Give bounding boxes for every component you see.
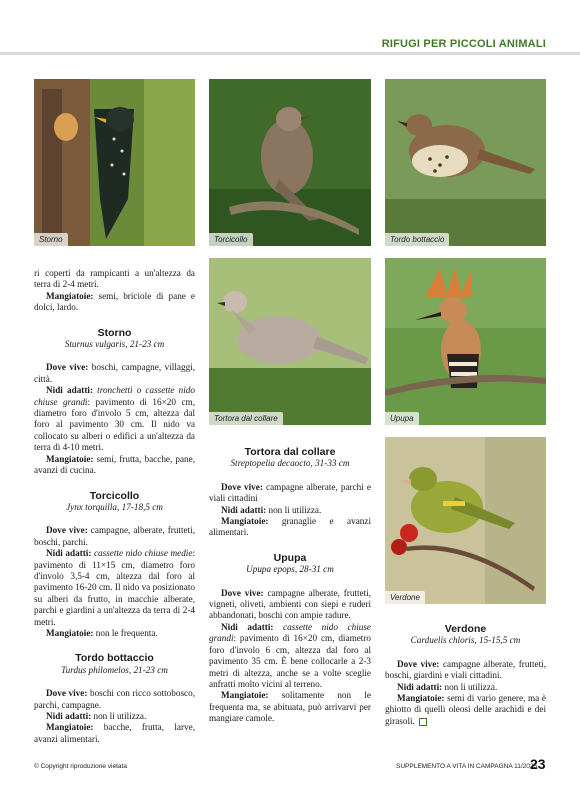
photo-tortora [209, 258, 371, 425]
species-name-storno: Storno [97, 326, 132, 339]
photo-tordo-bottaccio [385, 79, 546, 246]
species-sci-tortora: Streptopelia decaocto, 31-33 cm [230, 458, 350, 469]
photo-upupa [385, 258, 546, 425]
storno-habitat: Dove vive: boschi, campagne, villaggi, città. [34, 362, 196, 384]
verdone-habitat: Dove vive: campagne alberate, frutteti, boschi, giardini e viali cittadini. [385, 658, 546, 681]
end-of-article-icon [419, 718, 427, 726]
species-name-upupa: Upupa [273, 551, 307, 564]
tortora-habitat: Dove vive: campagne alberate, parchi e viali cittadini [209, 481, 372, 504]
tortora-feed: Mangiatoie: granaglie e avanzi alimentari. [209, 516, 371, 538]
photo-caption: Tortora dal collare [209, 412, 283, 425]
species-sci-torcicollo: Jynx torquilla, 17-18,5 cm [66, 501, 163, 512]
species-name-verdone: Verdone [444, 623, 487, 635]
page-number: 23 [530, 756, 546, 772]
storno-nest: Nidi adatti: tronchetti o cassette nido chiuse grandi: pavimento di 16×20 cm, diametro foro d'involo 5 cm, altezza dal foro al pavimento 30 cm. Il nido va collocato su alberi o edifici a un'altezza da terra di 4-10 metri. [34, 385, 195, 453]
footer-copyright: © Copyright riproduzione vietata [34, 763, 127, 770]
torcicollo-habitat: Dove vive: campagne, alberate, frutteti, boschi, parchi. [34, 525, 196, 547]
photo-caption: Storno [34, 233, 68, 246]
header-rule [0, 52, 580, 55]
species-name-tordo: Tordo bottaccio [75, 652, 154, 665]
species-sci-tordo: Turdus philomelos, 21-23 cm [61, 664, 168, 675]
species-sci-storno: Sturnus vulgaris, 21-23 cm [64, 339, 165, 350]
species-name-torcicollo: Torcicollo [89, 489, 140, 502]
photo-verdone [385, 437, 546, 604]
upupa-habitat: Dove vive: campagne alberate, frutteti, vigneti, oliveti, ambienti con siepi e ruderi abbandonati, boschi con ampie radure. [209, 587, 371, 621]
tordo-feed: Mangiatoie: bacche, frutta, larve, avanzi alimentari. [34, 722, 195, 744]
section-title: RIFUGI PER PICCOLI ANIMALI [381, 38, 546, 50]
species-sci-verdone: Carduelis chloris, 15-15,5 cm [410, 635, 521, 646]
upupa-feed: Mangiatoie: solitamente non le frequenta ma, se abituata, può arrivarvi per mangiare camole. [209, 690, 371, 724]
tordo-nest: Nidi adatti: non li utilizza. [46, 711, 147, 721]
text-column-2 [209, 437, 371, 725]
upupa-nest: Nidi adatti: cassette nido chiuse grandi: pavimento di 16×20 cm, diametro foro d'involo 6 cm, altezza dal foro al pavimento 35 cm. È bene collocarle a 2-3 metri di altezza, anche se a volte sceglie anfratti molto vicini al terreno. [209, 621, 371, 689]
verdone-feed: Mangiatoie: semi di vario genere, ma è ghiotto di quelli oleosi delle arachidi e dei girasoli. [385, 693, 546, 726]
torcicollo-feed: Mangiatoie: non le frequenta. [46, 627, 158, 638]
intro-text: ri coperti da rampicanti a un'altezza da terra di 2-4 metri. [34, 268, 195, 290]
intro-feed: Mangiatoie: semi, briciole di pane e dolci, lardo. [34, 290, 195, 313]
tordo-habitat: Dove vive: boschi con ricco sottobosco, parchi, campagne. [34, 688, 196, 710]
torcicollo-nest: Nidi adatti: cassette nido chiuse medie: pavimento di 11×15 cm, diametro foro d'involo 3,5-4 cm, altezza dal foro al pavimento 16-20 cm. Il nido va posizionato su alberi da frutto, in macchie alberate, parchi e giardini a un'altezza da terra di 2-4 metri. [34, 548, 195, 627]
species-name-tortora: Tortora dal collare [244, 446, 336, 458]
tortora-nest: Nidi adatti: non li utilizza. [221, 504, 322, 515]
photo-caption: Upupa [385, 412, 419, 425]
verdone-nest: Nidi adatti: non li utilizza. [397, 681, 498, 692]
text-column-1 [34, 268, 195, 745]
photo-caption: Torcicollo [209, 233, 253, 246]
photo-caption: Tordo bottaccio [385, 233, 449, 246]
photo-torcicollo [209, 79, 371, 246]
storno-feed: Mangiatoie: semi, frutta, bacche, pane, avanzi di cucina. [34, 453, 195, 476]
photo-storno [34, 79, 195, 246]
text-column-3 [385, 616, 546, 727]
photo-caption: Verdone [385, 591, 425, 604]
footer-supplement: SUPPLEMENTO A VITA IN CAMPAGNA 11/2025 [396, 763, 538, 770]
species-sci-upupa: Upupa epops, 28-31 cm [246, 564, 334, 575]
